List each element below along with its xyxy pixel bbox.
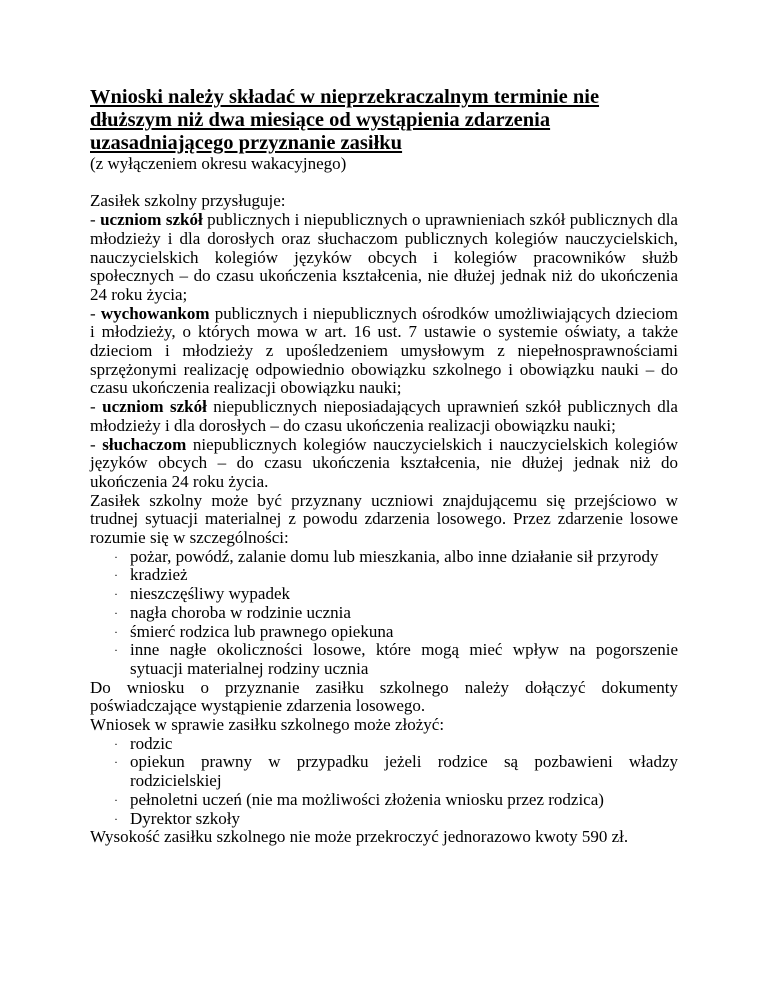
entitled-text: publicznych i niepublicznych o uprawnieniach szkół publicznych dla młodzieży i dla dorosłych oraz słuchaczom publicznych kolegiów nauczycielskich, nauczycielskich kolegiów języków obcych i kolegiów pracowników służb społecznych – do czasu ukończenia kształcenia, nie dłużej jednak niż do ukończenia 24 roku życia; <box>90 210 678 304</box>
entitled-dash: - <box>90 434 103 454</box>
entitled-item <box>90 305 678 399</box>
document-title: Wnioski należy składać w nieprzekraczalnym terminie nie dłuższym niż dwa miesiące od wystąpienia zdarzenia uzasadniającego przyznanie zasiłku <box>90 86 600 154</box>
entitled-intro: Zasiłek szkolny przysługuje: <box>90 191 286 211</box>
bullet-glyph: · <box>114 605 118 620</box>
entitled-item <box>90 398 678 435</box>
applicants-intro: Wniosek w sprawie zasiłku szkolnego może złożyć: <box>90 715 445 735</box>
list-item <box>90 810 678 829</box>
entitled-bold: uczniom szkół <box>100 210 203 230</box>
entitled-dash: - <box>90 303 101 323</box>
list-item <box>90 623 678 642</box>
event-text: nieszczęśliwy wypadek <box>130 584 291 604</box>
list-item <box>90 791 678 810</box>
event-intro: Zasiłek szkolny może być przyznany uczniowi znajdującemu się przejściowo w trudnej sytuacji materialnej z powodu zdarzenia losowego. Przez zdarzenie losowe rozumie się w szczególności: <box>90 490 678 548</box>
entitled-text: niepublicznych kolegiów nauczycielskich i nauczycielskich kolegiów języków obcych – do czasu ukończenia kształcenia, nie dłużej jednak niż do ukończenia 24 roku życia. <box>90 434 678 491</box>
event-text: pożar, powódź, zalanie domu lub mieszkania, albo inne działanie sił przyrody <box>130 546 659 566</box>
bullet-glyph: · <box>114 643 118 658</box>
bullet-glyph: · <box>114 811 118 826</box>
entitled-list <box>90 211 678 492</box>
document-page <box>90 86 678 847</box>
event-text: inne nagłe okoliczności losowe, które mogą mieć wpływ na pogorszenie sytuacji materialnej rodziny ucznia <box>130 640 678 678</box>
entitled-dash: - <box>90 210 101 230</box>
applicant-text: pełnoletni uczeń (nie ma możliwości złożenia wniosku przez rodzica) <box>130 789 604 809</box>
entitled-dash: - <box>90 397 103 417</box>
list-item <box>90 548 678 567</box>
bullet-glyph: · <box>114 736 118 751</box>
list-item <box>90 641 678 678</box>
entitled-text: niepublicznych nieposiadających uprawnień szkół publicznych dla młodzieży i dla dorosłych – do czasu ukończenia realizacji obowiązku nauki; <box>90 397 678 435</box>
events-list <box>90 548 678 679</box>
list-item <box>90 753 678 790</box>
entitled-bold: słuchaczom <box>102 434 187 454</box>
blank-line <box>90 174 678 193</box>
entitled-item <box>90 211 678 305</box>
bullet-glyph: · <box>114 792 118 807</box>
document-subtitle: (z wyłączeniem okresu wakacyjnego) <box>90 154 347 173</box>
list-item <box>90 735 678 754</box>
documents-note: Do wniosku o przyznanie zasiłku szkolnego należy dołączyć dokumenty poświadczające wystąpienie zdarzenia losowego. <box>90 677 678 716</box>
event-text: kradzież <box>130 565 188 585</box>
applicant-text: Dyrektor szkoły <box>130 808 241 828</box>
bullet-glyph: · <box>114 549 118 564</box>
entitled-bold: uczniom szkół <box>102 397 207 417</box>
bullet-glyph: · <box>114 568 118 583</box>
list-item <box>90 604 678 623</box>
applicants-list <box>90 735 678 829</box>
bullet-glyph: · <box>114 755 118 770</box>
bullet-glyph: · <box>114 624 118 639</box>
entitled-text: publicznych i niepublicznych ośrodków umożliwiających dzieciom i młodzieży, o których mowa w art. 16 ust. 7 ustawie o systemie oświaty, a także dzieciom i młodzieży z upośledzeniem umysłowym z niepełnosprawnościami sprzężonymi realizację odpowiednio obowiązku szkolnego i obowiązku nauki – do czasu ukończenia realizacji obowiązku nauki; <box>90 303 678 398</box>
list-item <box>90 585 678 604</box>
applicant-text: rodzic <box>130 733 173 753</box>
applicant-text: opiekun prawny w przypadku jeżeli rodzice są pozbawieni władzy rodzicielskiej <box>130 752 678 791</box>
bullet-glyph: · <box>114 587 118 602</box>
entitled-bold: wychowankom <box>100 303 210 323</box>
amount-note: Wysokość zasiłku szkolnego nie może przekroczyć jednorazowo kwoty 590 zł. <box>90 827 629 847</box>
list-item <box>90 566 678 585</box>
event-text: nagła choroba w rodzinie ucznia <box>130 602 351 622</box>
event-text: śmierć rodzica lub prawnego opiekuna <box>130 621 394 641</box>
entitled-item <box>90 436 678 492</box>
